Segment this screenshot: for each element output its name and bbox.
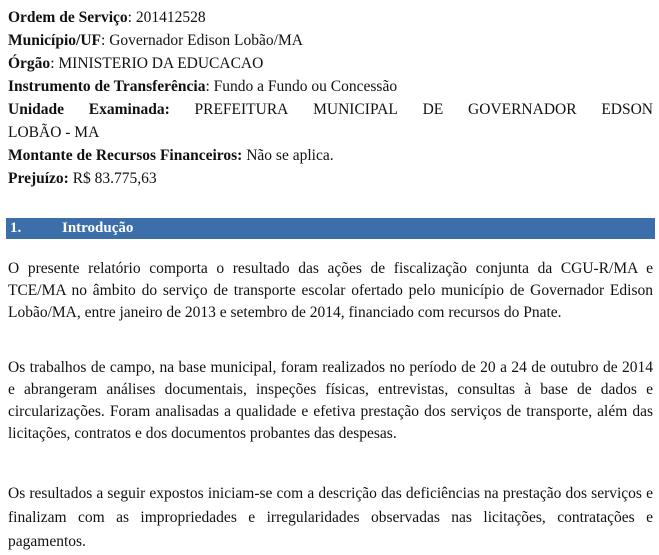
orgao-label: Órgão <box>8 55 51 72</box>
unidade-line-2 <box>8 121 653 144</box>
intro-paragraph-3: Os resultados a seguir expostos iniciam-se com a descrição das deficiências na prestação dos serviços e finalizam com as impropriedades e irregularidades observadas nas licitações, contratações e pagamentos. <box>8 485 653 550</box>
montante-line <box>8 144 653 167</box>
ordem-servico-line: Ordem de Serviço: 201412528 <box>8 9 206 26</box>
unidade-value-word: EDSON <box>601 101 653 118</box>
montante-label: Montante de Recursos Financeiros: <box>8 147 243 164</box>
unidade-value-continued: LOBÃO - MA <box>8 124 100 141</box>
prejuizo-value: R$ 83.775,63 <box>72 170 157 187</box>
unidade-label-word: Unidade <box>8 101 64 118</box>
instrumento-label: Instrumento de Transferência <box>8 78 206 95</box>
ordem-servico-label: Ordem de Serviço <box>8 9 128 26</box>
intro-paragraph-2: Os trabalhos de campo, na base municipal, foram realizados no período de 20 a 24 de outubro de 2014 e abrangeram análises documentais, inspeções físicas, entrevistas, consultas à base de dados e circularizações. Foram analisadas a qualidade e efetiva prestação dos serviços de transporte, além das licitações, contratos e dos documentos probantes das despesas. <box>8 359 653 442</box>
municipio-line: Município/UF: Governador Edison Lobão/MA <box>8 32 303 49</box>
montante-value: Não se aplica. <box>246 147 334 164</box>
orgao-value: MINISTERIO DA EDUCACAO <box>58 55 264 72</box>
section-number: 1. <box>10 220 22 236</box>
unidade-label-word: Examinada: <box>88 101 170 118</box>
municipio-value: Governador Edison Lobão/MA <box>109 32 303 49</box>
instrumento-line: Instrumento de Transferência: Fundo a Fundo ou Concessão <box>8 78 398 95</box>
report-header <box>8 6 653 190</box>
unidade-value-word: MUNICIPAL <box>313 101 398 118</box>
unidade-value-word: PREFEITURA <box>194 101 289 118</box>
intro-paragraph-1: O presente relatório comporta o resultado das ações de fiscalização conjunta da CGU-R/MA e TCE/MA no âmbito do serviço de transporte escolar ofertado pelo município de Governador Edison Lobão/MA, entre janeiro de 2013 e setembro de 2014, financiado com recursos do Pnate. <box>8 260 653 321</box>
prejuizo-label: Prejuízo: <box>8 170 69 187</box>
unidade-line <box>8 98 653 121</box>
orgao-line: Órgão: MINISTERIO DA EDUCACAO <box>8 55 264 72</box>
unidade-value-word: GOVERNADOR <box>468 101 577 118</box>
section-title: Introdução <box>62 220 134 236</box>
instrumento-value: Fundo a Fundo ou Concessão <box>213 78 398 95</box>
municipio-label: Município/UF <box>8 32 102 49</box>
unidade-value-word: DE <box>422 101 444 118</box>
prejuizo-line <box>8 167 653 190</box>
section-heading-introducao <box>6 218 655 239</box>
ordem-servico-value: 201412528 <box>135 9 206 26</box>
